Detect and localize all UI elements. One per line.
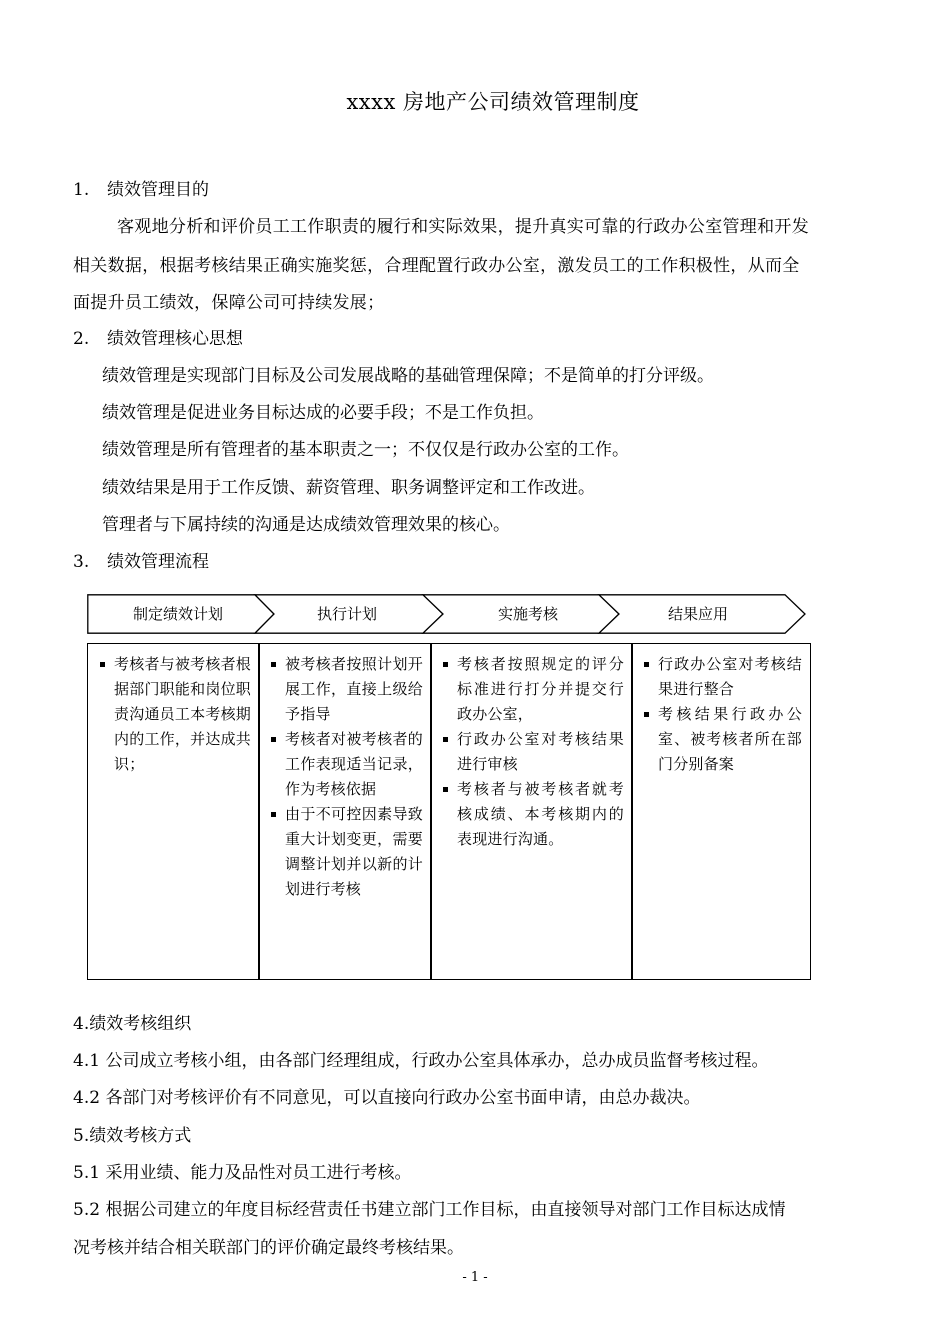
process-detail-table bbox=[87, 643, 811, 980]
detail-column bbox=[430, 643, 633, 980]
section-2-heading bbox=[73, 327, 243, 351]
section-5-heading: 5.绩效考核方式 bbox=[73, 1126, 192, 1146]
paragraph-line: 5.2 根据公司建立的年度目标经营责任书建立部门工作目标，由直接领导对部门工作目标达成情 bbox=[73, 1200, 786, 1220]
section-1-heading bbox=[73, 178, 209, 202]
section-3-heading bbox=[73, 550, 209, 574]
paragraph-line: 客观地分析和评价员工工作职责的履行和实际效果，提升真实可靠的行政办公室管理和开发 bbox=[117, 217, 809, 237]
principle-line: 绩效结果是用于工作反馈、薪资管理、职务调整评定和工作改进。 bbox=[102, 478, 595, 498]
section-title: 绩效管理核心思想 bbox=[107, 329, 243, 349]
detail-item: 行政办公室对考核结果进行整合 bbox=[640, 652, 802, 702]
principle-line: 绩效管理是所有管理者的基本职责之一；不仅仅是行政办公室的工作。 bbox=[102, 440, 629, 460]
detail-column bbox=[87, 643, 260, 980]
detail-column bbox=[258, 643, 432, 980]
principle-line: 绩效管理是促进业务目标达成的必要手段；不是工作负担。 bbox=[102, 403, 544, 423]
section-number: 1. bbox=[73, 180, 90, 200]
step-label: 制定绩效计划 bbox=[132, 605, 223, 623]
section-number: 2. bbox=[73, 329, 90, 349]
detail-item: 考核结果行政办公室、被考核者所在部门分别备案 bbox=[640, 702, 802, 777]
detail-item: 考核者对被考核者的工作表现适当记录，作为考核依据 bbox=[267, 727, 423, 802]
detail-item: 被考核者按照计划开展工作，直接上级给予指导 bbox=[267, 652, 423, 727]
section-title: 绩效管理流程 bbox=[107, 552, 209, 572]
detail-item: 考核者按照规定的评分标准进行打分并提交行政办公室， bbox=[439, 652, 624, 727]
section-4-heading: 4.绩效考核组织 bbox=[73, 1014, 192, 1034]
detail-column bbox=[631, 643, 811, 980]
page-number: - 1 - bbox=[462, 1270, 488, 1285]
paragraph-line: 4.1 公司成立考核小组，由各部门经理组成，行政办公室具体承办，总办成员监督考核过程。 bbox=[73, 1051, 769, 1071]
detail-item: 行政办公室对考核结果进行审核 bbox=[439, 727, 624, 777]
process-flow bbox=[87, 594, 807, 634]
step-label: 实施考核 bbox=[497, 605, 558, 623]
paragraph-line: 5.1 采用业绩、能力及品性对员工进行考核。 bbox=[73, 1163, 412, 1183]
section-number: 3. bbox=[73, 552, 90, 572]
document-title: xxxx 房地产公司绩效管理制度 bbox=[346, 90, 640, 114]
detail-item: 考核者与被考核者根据部门职能和岗位职责沟通员工本考核期内的工作，并达成共识； bbox=[96, 652, 251, 777]
step-label: 结果应用 bbox=[667, 605, 728, 623]
principle-line: 管理者与下属持续的沟通是达成绩效管理效果的核心。 bbox=[102, 515, 510, 535]
paragraph-line: 相关数据，根据考核结果正确实施奖惩，合理配置行政办公室，激发员工的工作积极性，从而全 bbox=[73, 256, 800, 276]
step-label: 执行计划 bbox=[316, 605, 377, 623]
detail-item: 由于不可控因素导致重大计划变更，需要调整计划并以新的计划进行考核 bbox=[267, 802, 423, 902]
paragraph-line: 面提升员工绩效，保障公司可持续发展； bbox=[73, 293, 385, 313]
paragraph-line: 4.2 各部门对考核评价有不同意见，可以直接向行政办公室书面申请，由总办裁决。 bbox=[73, 1088, 701, 1108]
paragraph-line: 况考核并结合相关联部门的评价确定最终考核结果。 bbox=[73, 1238, 464, 1258]
principle-line: 绩效管理是实现部门目标及公司发展战略的基础管理保障；不是简单的打分评级。 bbox=[102, 366, 714, 386]
section-title: 绩效管理目的 bbox=[107, 180, 209, 200]
detail-item: 考核者与被考核者就考核成绩、本考核期内的表现进行沟通。 bbox=[439, 777, 624, 852]
